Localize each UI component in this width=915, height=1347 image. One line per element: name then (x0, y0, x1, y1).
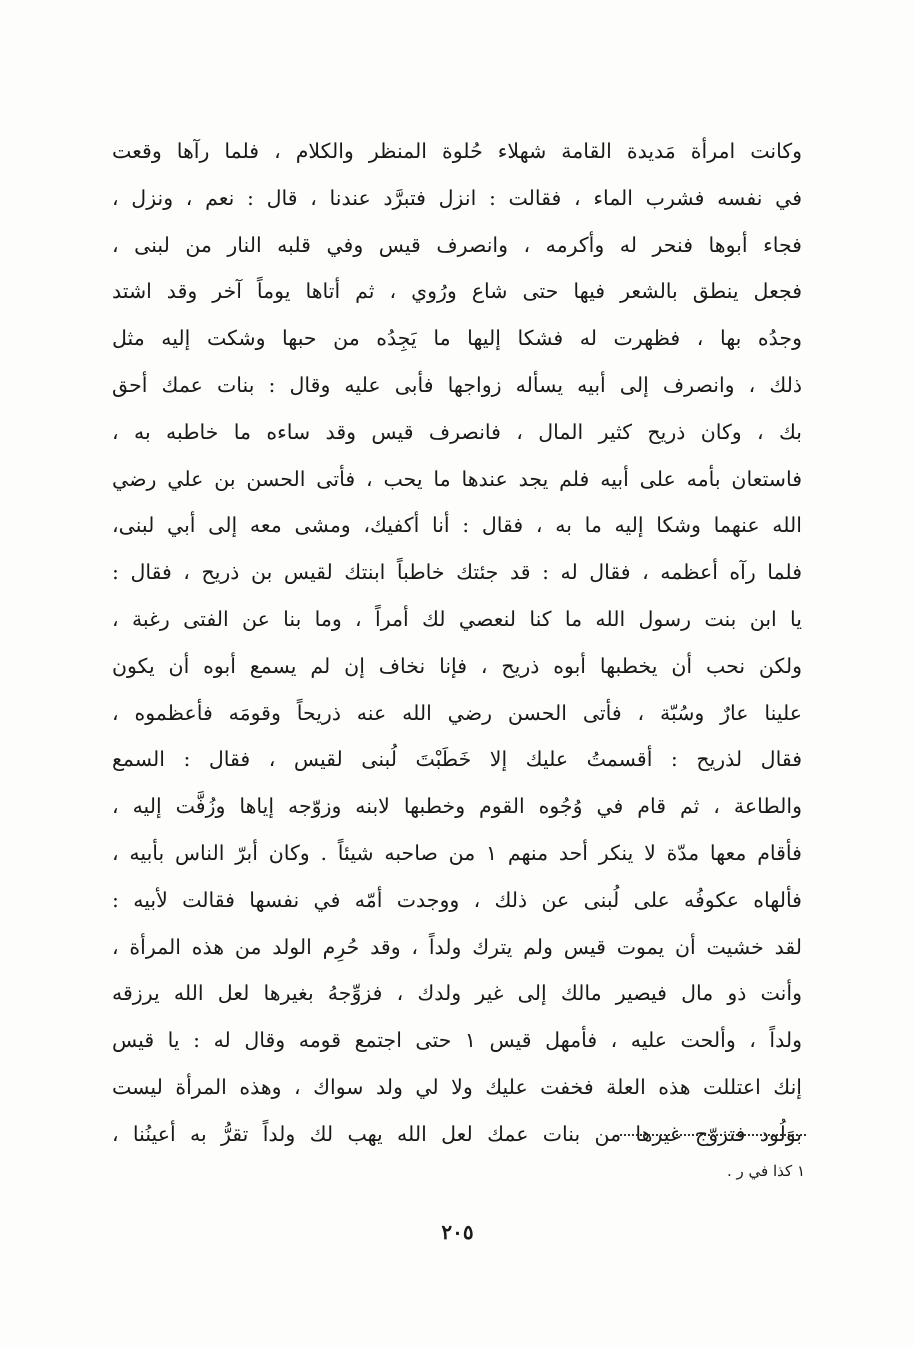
text-line: ذلك ، وانصرف إلى أبيه يسأله زواجها فأبى عليه وقال : بنات عمك أحق (112, 372, 802, 397)
text-line: بوَلُود فتزوّج غيرها من بنات عمك لعل الله يهب لك ولداً تقرُّ به أعينُنا ، (112, 1121, 802, 1146)
text-line: فاستعان بأمه على أبيه فلم يجد عندها ما يحب ، فأتى الحسن بن علي رضي (112, 466, 802, 491)
text-line: في نفسه فشرب الماء ، فقالت : انزل فتبرَّد عندنا ، قال : نعم ، ونزل ، (112, 185, 802, 210)
text-line: وكانت امرأة مَديدة القامة شهلاء حُلوة المنظر والكلام ، فلما رآها وقعت (112, 139, 802, 163)
text-line: والطاعة ، ثم قام في وُجُوه القوم وخطبها لابنه وزوّجه إياها وزُفَّت إليه ، (112, 794, 802, 819)
text-line: فجاء أبوها فنحر له وأكرمه ، وانصرف قيس وفي قلبه النار من لبنى ، (112, 232, 802, 257)
text-line: فقال لذريح : أقسمتُ عليك إلا خَطَبْتَ لُبنى لقيس ، فقال : السمع (112, 747, 802, 772)
text-line: ولداً ، وألحت عليه ، فأمهل قيس ١ حتى اجتمع قومه وقال له : يا قيس (112, 1028, 802, 1053)
text-line: بك ، وكان ذريح كثير المال ، فانصرف قيس وقد ساءه ما خاطبه به ، (112, 419, 802, 444)
text-line: علينا عارٌ وسُبّة ، فأتى الحسن رضي الله عنه ذريحاً وقومَه فأعظموه ، (112, 700, 802, 725)
page-number: ٢٠٥ (441, 1220, 474, 1244)
text-line: وجدُه بها ، فظهرت له فشكا إليها ما يَجِدُه من حبها وشكت إليه مثل (112, 326, 802, 351)
text-line: إنك اعتللت هذه العلة فخفت عليك ولا لي ولد سواك ، وهذه المرأة ليست (112, 1074, 802, 1099)
text-line: فأقام معها مدّة لا ينكر أحد منهم ١ من صاحبه شيئاً . وكان أبرّ الناس بأبيه ، (112, 840, 802, 865)
text-line: لقد خشيت أن يموت قيس ولم يترك ولداً ، وقد حُرِم الولد من هذه المرأة ، (112, 934, 802, 959)
text-line: ولكن نحب أن يخطبها أبوه ذريح ، فإنا نخاف إن لم يسمع أبوه أن يكون (112, 653, 802, 678)
text-line: وأنت ذو مال فيصير مالك إلى غير ولدك ، فزوِّجهُ بغيرها لعل الله يرزقه (112, 981, 802, 1006)
text-line: الله عنهما وشكا إليه ما به ، فقال : أنا أكفيك، ومشى معه إلى أبي لبنى، (112, 513, 802, 538)
text-line: يا ابن بنت رسول الله ما كنا لنعصي لك أمراً ، وما بنا عن الفتى رغبة ، (112, 606, 802, 631)
body-text (112, 128, 802, 1158)
text-line: فجعل ينطق بالشعر فيها حتى شاع ورُوي ، ثم أتاها يوماً آخر وقد اشتد (112, 279, 802, 304)
text-line: فلما رآه أعظمه ، فقال له : قد جئتك خاطباً ابنتك لقيس بن ذريح ، فقال : (112, 560, 802, 585)
footnote: ١ كذا في ر . (726, 1162, 805, 1180)
footnote-separator (620, 1134, 806, 1136)
text-line: فألهاه عكوفُه على لُبنى عن ذلك ، ووجدت أمّه في نفسها فقالت لأبيه : (112, 887, 802, 912)
